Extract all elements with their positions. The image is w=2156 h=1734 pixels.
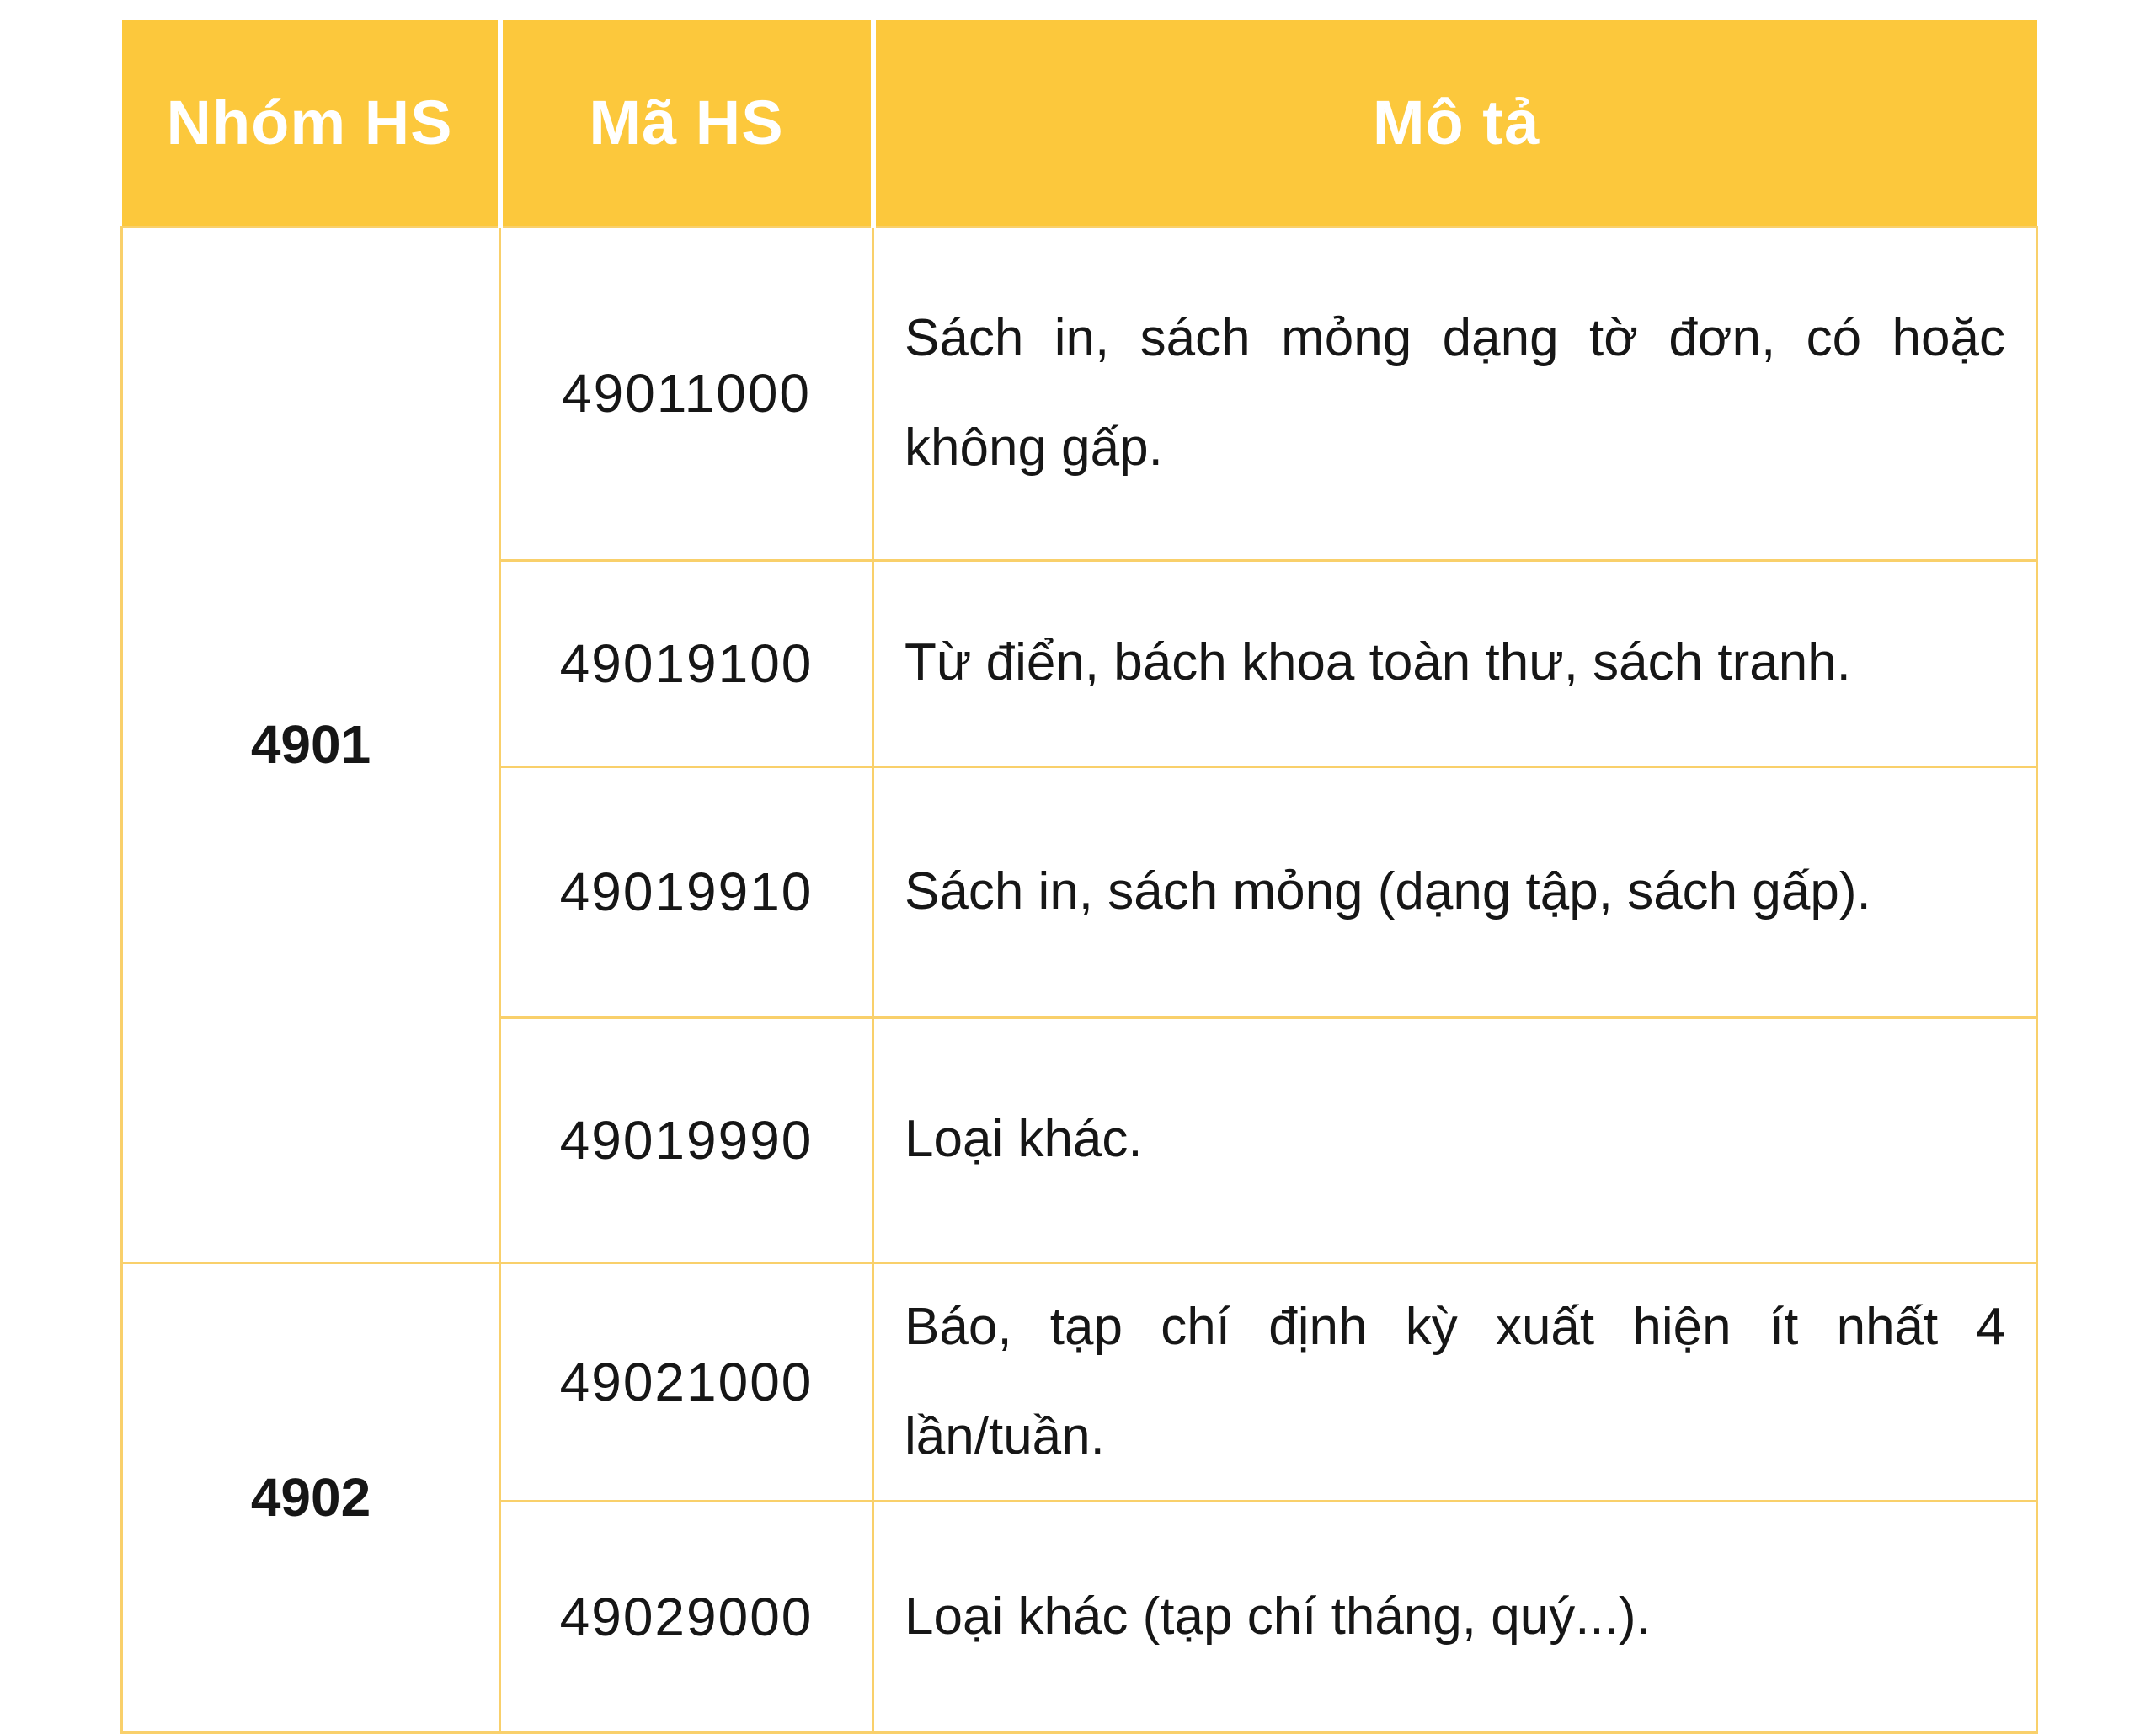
col-header-description: Mô tả <box>873 20 2037 227</box>
code-cell-49019990: 49019990 <box>500 1017 873 1262</box>
code-cell-49011000: 49011000 <box>500 227 873 560</box>
description-cell: Sách in, sách mỏng dạng tờ đơn, có hoặc không gấp. <box>873 227 2037 560</box>
code-cell-49021000: 49021000 <box>500 1262 873 1501</box>
group-cell-4901: 4901 <box>122 227 500 1262</box>
group-cell-4902: 4902 <box>122 1262 500 1732</box>
table-header-row <box>122 20 2037 227</box>
description-cell: Từ điển, bách khoa toàn thư, sách tranh. <box>873 560 2037 766</box>
code-cell-49029000: 49029000 <box>500 1501 873 1732</box>
code-cell-49019910: 49019910 <box>500 766 873 1017</box>
hs-code-table <box>120 20 2038 1734</box>
code-cell-49019100: 49019100 <box>500 560 873 766</box>
table-row <box>122 227 2037 560</box>
description-cell: Sách in, sách mỏng (dạng tập, sách gấp). <box>873 766 2037 1017</box>
col-header-group: Nhóm HS <box>122 20 500 227</box>
col-header-code: Mã HS <box>500 20 873 227</box>
description-cell: Báo, tạp chí định kỳ xuất hiện ít nhất 4 lần/tuần. <box>873 1262 2037 1501</box>
table-row <box>122 1262 2037 1501</box>
description-cell: Loại khác. <box>873 1017 2037 1262</box>
description-cell: Loại khác (tạp chí tháng, quý...). <box>873 1501 2037 1732</box>
